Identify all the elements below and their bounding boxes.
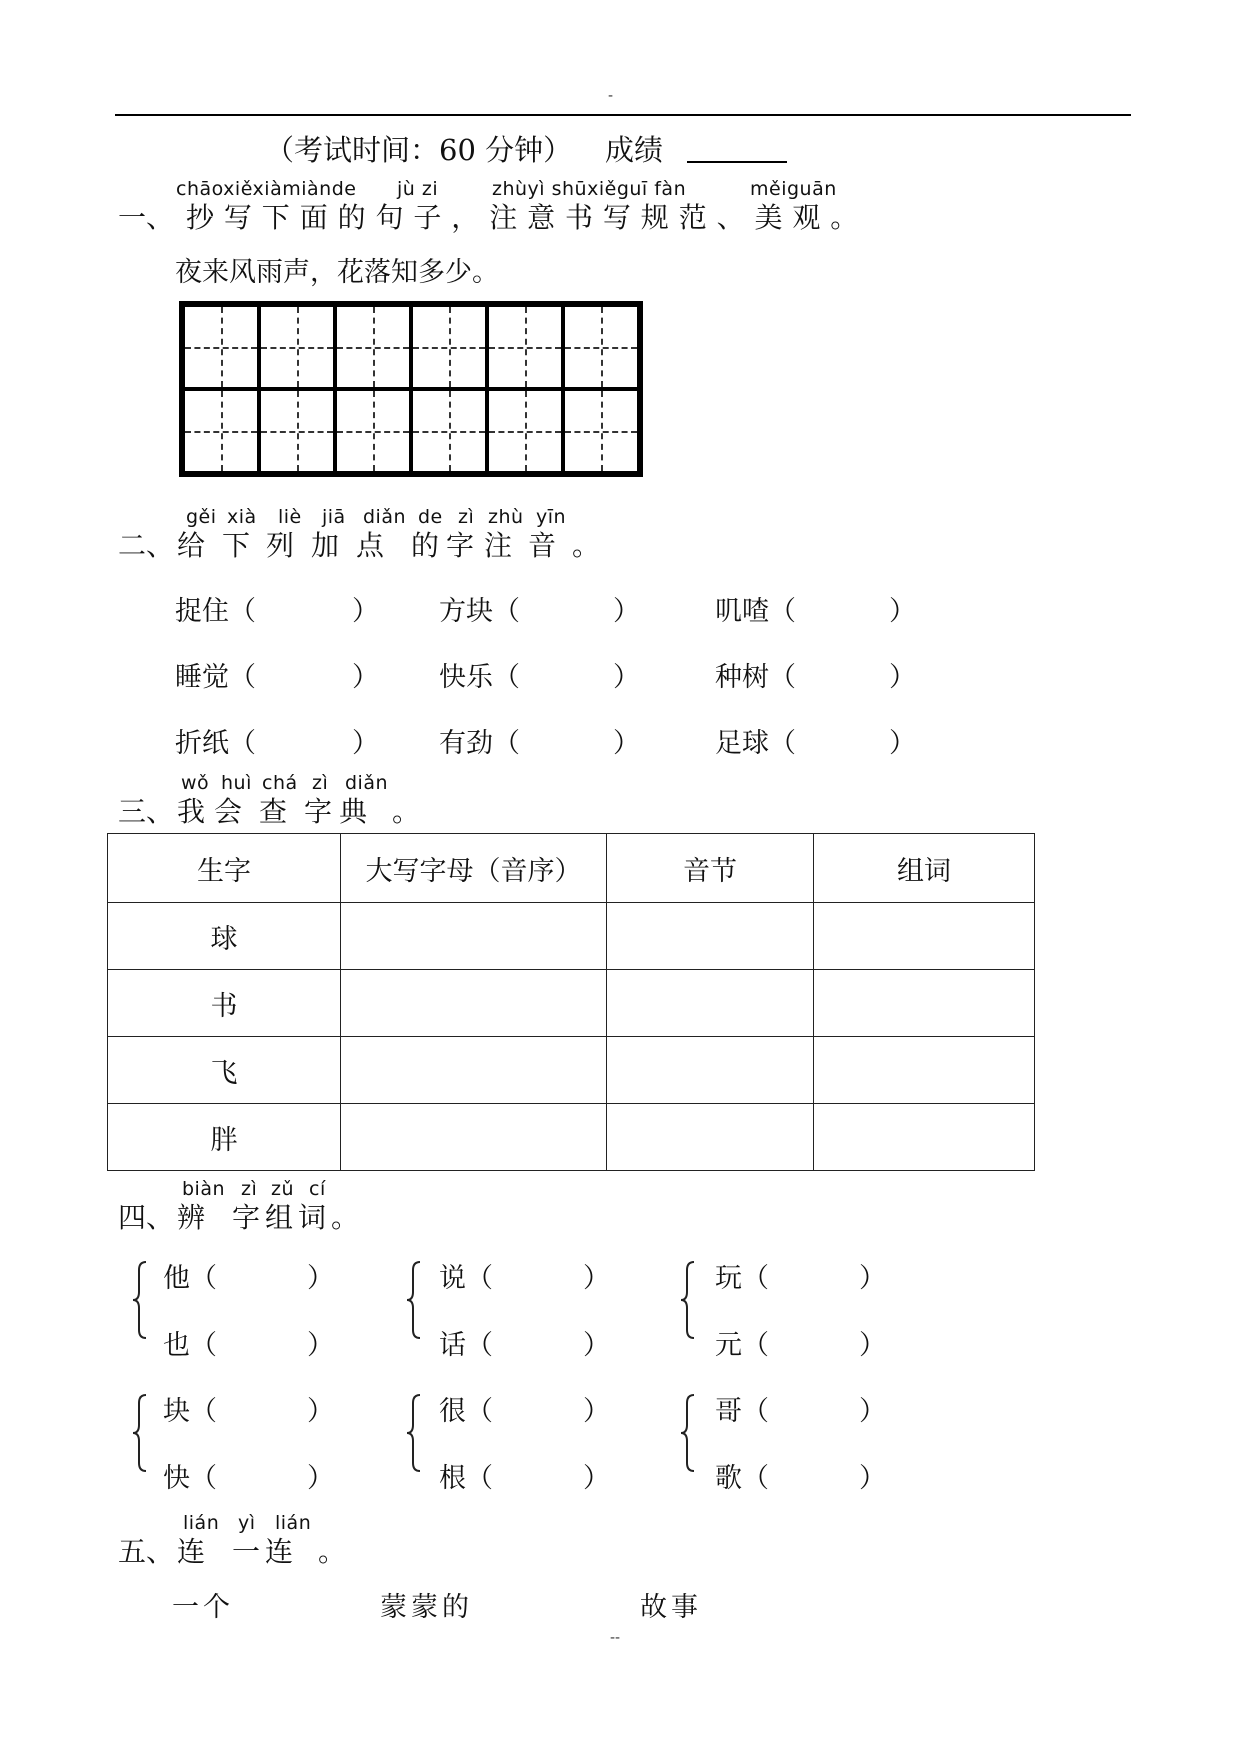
s2-pinyin-2: xià — [227, 506, 257, 528]
score-blank[interactable] — [687, 161, 787, 163]
s4-pinyin-2: zì — [241, 1178, 258, 1200]
grid-cell[interactable] — [183, 389, 259, 473]
s2-title-char: 加 — [311, 529, 340, 562]
table-row — [108, 970, 1035, 1037]
s2-title-char: 点 — [356, 529, 385, 562]
s4-item: 哥（ — [715, 1396, 769, 1427]
s4-item: 歌（ — [715, 1463, 769, 1494]
table-cell-blank[interactable] — [814, 970, 1035, 1037]
s2-close: ） — [352, 596, 379, 627]
table-header-row — [108, 834, 1035, 903]
s2-title-char: 下 — [222, 529, 251, 562]
grid-cell[interactable] — [335, 389, 411, 473]
s2-item: 快乐（ — [439, 662, 520, 693]
table-header: 生字 — [108, 834, 341, 903]
s2-pinyin-8: zhù — [488, 506, 524, 528]
bottom-page-mark: -- — [610, 1630, 621, 1646]
s3-title-char: 查 — [259, 795, 288, 828]
writing-grid[interactable] — [179, 301, 643, 477]
s2-title-char: 音 — [528, 529, 557, 562]
s2-title-char: 。 — [572, 529, 601, 562]
s4-number: 四、 — [118, 1201, 175, 1234]
dictionary-table — [107, 833, 1035, 1171]
s2-title-char: 注 — [484, 529, 513, 562]
s2-close: ） — [352, 662, 379, 693]
s2-close: ） — [352, 728, 379, 759]
s4-close: ） — [583, 1396, 610, 1427]
s4-item: 根（ — [439, 1463, 493, 1494]
top-page-mark: - — [608, 88, 614, 104]
s4-title-char: 组 — [265, 1201, 294, 1234]
s4-pinyin-3: zǔ — [271, 1178, 295, 1200]
table-cell-blank[interactable] — [814, 1104, 1035, 1171]
table-cell-char: 飞 — [108, 1037, 341, 1104]
s3-pinyin-4: zì — [312, 772, 329, 794]
s3-pinyin-1: wǒ — [181, 772, 210, 794]
s5-number: 五、 — [118, 1535, 175, 1568]
s5-title-char: 连 — [177, 1535, 206, 1568]
grid-cell[interactable] — [411, 305, 487, 389]
s3-number: 三、 — [118, 795, 175, 828]
s2-item: 折纸（ — [175, 728, 256, 759]
s4-close: ） — [859, 1263, 886, 1294]
grid-cell[interactable] — [411, 389, 487, 473]
s2-item: 睡觉（ — [175, 662, 256, 693]
table-cell-blank[interactable] — [607, 1037, 814, 1104]
s4-item: 话（ — [439, 1330, 493, 1361]
s2-close: ） — [613, 662, 640, 693]
s4-item: 块（ — [163, 1396, 217, 1427]
s3-title-char: 典 — [339, 795, 368, 828]
s1-sentence: 夜来风雨声，花落知多少。 — [175, 257, 499, 288]
s4-close: ） — [307, 1396, 334, 1427]
s2-item: 种树（ — [715, 662, 796, 693]
s2-pinyin-3: liè — [278, 506, 302, 528]
s1-pinyin-c: zhùyì shūxiěguī fàn — [492, 178, 687, 200]
s4-item: 快（ — [163, 1463, 217, 1494]
s4-close: ） — [307, 1330, 334, 1361]
s4-item: 玩（ — [715, 1263, 769, 1294]
table-row — [108, 1104, 1035, 1171]
s2-item: 方块（ — [439, 596, 520, 627]
grid-cell[interactable] — [563, 389, 639, 473]
s2-item: 足球（ — [715, 728, 796, 759]
s3-pinyin-5: diǎn — [345, 772, 389, 794]
brace-icon — [406, 1393, 424, 1473]
s1-title: 抄 写 下 面 的 句 子 ， 注 意 书 写 规 范 、 美 观 。 — [186, 201, 859, 234]
s5-word[interactable]: 一个 — [172, 1592, 234, 1623]
s3-title-char: 字 — [304, 795, 333, 828]
s2-close: ） — [889, 728, 916, 759]
s3-title-char: 。 — [392, 795, 421, 828]
table-cell-blank[interactable] — [341, 970, 607, 1037]
s4-close: ） — [859, 1396, 886, 1427]
grid-cell[interactable] — [259, 305, 335, 389]
table-cell-blank[interactable] — [341, 903, 607, 970]
s2-pinyin-9: yīn — [536, 506, 567, 528]
s4-item: 元（ — [715, 1330, 769, 1361]
s3-pinyin-2: huì — [221, 772, 252, 794]
s2-pinyin-6: de — [418, 506, 443, 528]
table-cell-blank[interactable] — [814, 903, 1035, 970]
s4-title-char: 辨 — [177, 1201, 206, 1234]
s4-pinyin-4: cí — [309, 1178, 326, 1200]
s4-title-char: 字 — [232, 1201, 261, 1234]
s5-pinyin-1: lián — [183, 1512, 220, 1534]
s4-item: 说（ — [439, 1263, 493, 1294]
brace-icon — [132, 1393, 150, 1473]
brace-icon — [680, 1393, 698, 1473]
s5-pinyin-2: yì — [238, 1512, 256, 1534]
s5-title-char: 。 — [318, 1535, 347, 1568]
s4-pinyin-1: biàn — [182, 1178, 226, 1200]
s2-pinyin-1: gěi — [186, 506, 217, 528]
s2-item: 叽喳（ — [715, 596, 796, 627]
s5-title-char: 一 — [232, 1535, 261, 1568]
exam-time: （考试时间：60 分钟） — [265, 133, 573, 167]
s4-item: 他（ — [163, 1263, 217, 1294]
table-cell-char: 胖 — [108, 1104, 341, 1171]
s5-title-char: 连 — [265, 1535, 294, 1568]
s4-title-char: 词 — [298, 1201, 327, 1234]
s1-number: 一、 — [118, 201, 175, 234]
brace-icon — [406, 1260, 424, 1340]
table-cell-blank[interactable] — [341, 1037, 607, 1104]
brace-icon — [132, 1260, 150, 1340]
grid-cell[interactable] — [563, 305, 639, 389]
grid-cell[interactable] — [259, 389, 335, 473]
table-cell-blank[interactable] — [341, 1104, 607, 1171]
s3-title-char: 会 — [214, 795, 243, 828]
s2-close: ） — [613, 596, 640, 627]
brace-icon — [680, 1260, 698, 1340]
s2-pinyin-4: jiā — [322, 506, 346, 528]
s5-word[interactable]: 蒙蒙的 — [380, 1592, 473, 1623]
s3-title-char: 我 — [177, 795, 206, 828]
s1-pinyin-d: měiguān — [750, 178, 837, 200]
s4-close: ） — [307, 1263, 334, 1294]
s4-close: ） — [859, 1463, 886, 1494]
s2-title-char: 列 — [266, 529, 295, 562]
s2-close: ） — [889, 662, 916, 693]
table-cell-blank[interactable] — [814, 1037, 1035, 1104]
grid-cell[interactable] — [487, 305, 563, 389]
s4-close: ） — [583, 1463, 610, 1494]
header-rule — [115, 114, 1131, 116]
table-row — [108, 1037, 1035, 1104]
s1-pinyin-b: jù zi — [397, 178, 439, 200]
table-cell-blank[interactable] — [607, 1104, 814, 1171]
s4-item: 很（ — [439, 1396, 493, 1427]
s5-pinyin-3: lián — [275, 1512, 312, 1534]
s2-number: 二、 — [118, 529, 175, 562]
table-header: 组词 — [814, 834, 1035, 903]
s3-pinyin-3: chá — [262, 772, 298, 794]
grid-cell[interactable] — [487, 389, 563, 473]
s1-pinyin-a: chāoxiěxiàmiànde — [176, 178, 357, 200]
grid-cell[interactable] — [183, 305, 259, 389]
s2-close: ） — [613, 728, 640, 759]
table-cell-blank[interactable] — [607, 970, 814, 1037]
table-row — [108, 903, 1035, 970]
grid-cell[interactable] — [335, 305, 411, 389]
s2-title-char: 的 — [411, 529, 440, 562]
table-cell-char: 球 — [108, 903, 341, 970]
s2-item: 捉住（ — [175, 596, 256, 627]
s2-item: 有劲（ — [439, 728, 520, 759]
s2-title-char: 给 — [177, 529, 206, 562]
s4-close: ） — [583, 1263, 610, 1294]
s2-pinyin-7: zì — [458, 506, 475, 528]
s2-close: ） — [889, 596, 916, 627]
table-cell-blank[interactable] — [607, 903, 814, 970]
s4-close: ） — [307, 1463, 334, 1494]
table-header: 大写字母（音序） — [341, 834, 607, 903]
score-label: 成绩 — [605, 133, 664, 167]
table-cell-char: 书 — [108, 970, 341, 1037]
s4-close: ） — [583, 1330, 610, 1361]
s2-title-char: 字 — [446, 529, 475, 562]
s4-title-char: 。 — [331, 1201, 360, 1234]
s4-item: 也（ — [163, 1330, 217, 1361]
s4-close: ） — [859, 1330, 886, 1361]
table-header: 音节 — [607, 834, 814, 903]
s2-pinyin-5: diǎn — [363, 506, 407, 528]
s5-word[interactable]: 故事 — [640, 1592, 702, 1623]
